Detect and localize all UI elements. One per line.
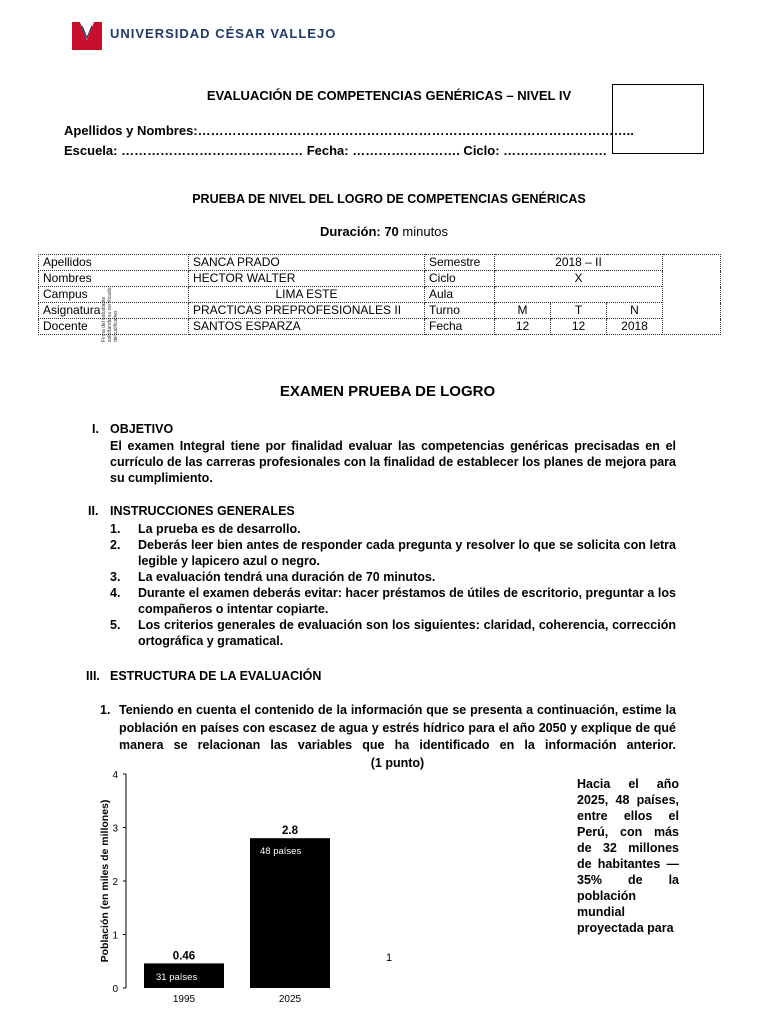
instructions-list bbox=[110, 521, 676, 649]
bar-value-label: 0.46 bbox=[172, 950, 196, 963]
university-logo-icon bbox=[72, 18, 102, 50]
logo-word-cesar-vallejo: CÉSAR VALLEJO bbox=[215, 26, 337, 41]
section-title: INSTRUCCIONES GENERALES bbox=[110, 504, 295, 518]
aula-label: Aula bbox=[425, 287, 495, 303]
y-tick-label: 3 bbox=[112, 823, 118, 835]
form-title: EVALUACIÓN DE COMPETENCIAS GENÉRICAS – NIVEL IV bbox=[206, 88, 572, 103]
y-tick-label: 0 bbox=[112, 984, 118, 995]
prueba-title: PRUEBA DE NIVEL DEL LOGRO DE COMPETENCIAS GENÉRICAS bbox=[192, 192, 586, 206]
exam-title: EXAMEN PRUEBA DE LOGRO bbox=[279, 383, 496, 400]
bar-value-label: 2.8 bbox=[282, 825, 298, 838]
campus-value: LIMA ESTE bbox=[189, 287, 425, 303]
page-number: 1 bbox=[386, 952, 393, 964]
section-objetivo-heading bbox=[92, 422, 292, 438]
bar-2025 bbox=[250, 838, 330, 988]
duration-line bbox=[0, 224, 768, 239]
table-row bbox=[39, 319, 721, 335]
side-note-text-end: proyectada para bbox=[577, 921, 674, 935]
section-title: OBJETIVO bbox=[110, 422, 174, 436]
y-tick-label: 2 bbox=[112, 877, 118, 888]
apellidos-label: Apellidos bbox=[39, 255, 189, 271]
x-tick-label: 2025 bbox=[278, 994, 302, 1005]
table-row bbox=[39, 303, 721, 319]
population-bar-chart bbox=[96, 760, 346, 1006]
section-number: II. bbox=[88, 504, 99, 518]
ciclo-label: Ciclo bbox=[425, 271, 495, 287]
side-note-text: Hacia el año 2025, 48 países, entre ellos el Perú, con más de 32 millones de habitantes — 35% de la población mundial bbox=[577, 777, 679, 919]
section-instrucciones-heading bbox=[88, 504, 388, 520]
semestre-label: Semestre bbox=[425, 255, 495, 271]
list-item: 1. La prueba es de desarrollo. bbox=[110, 522, 301, 536]
apellidos-nombres-line: Apellidos y Nombres:……………………………………………………………………………………….. bbox=[64, 123, 634, 138]
asignatura-value: PRACTICAS PREPROFESIONALES II bbox=[189, 303, 425, 319]
section-title: ESTRUCTURA DE LA EVALUACIÓN bbox=[110, 669, 322, 683]
list-item: 4. Durante el examen deberás evitar: hacer préstamos de útiles de escritorio, preguntar a los compañeros o intentar copiarte. bbox=[110, 586, 676, 616]
escuela-fecha-ciclo-line: Escuela: …………………………………… Fecha: ……………………. Ciclo: …………………… bbox=[64, 143, 608, 158]
turno-m: M bbox=[495, 303, 551, 319]
nombres-label: Nombres bbox=[39, 271, 189, 287]
campus-label: Campus bbox=[39, 287, 189, 303]
list-item: 3. La evaluación tendrá una duración de 70 minutos. bbox=[110, 570, 436, 584]
section-estructura-heading bbox=[86, 669, 386, 685]
asignatura-label: Asignatura bbox=[39, 303, 189, 319]
semestre-value: 2018 – II bbox=[495, 255, 663, 271]
list-item: 2. Deberás leer bien antes de responder cada pregunta y resolver lo que se solicita con letra legible y lapicero azul o negro. bbox=[110, 538, 676, 568]
apellidos-value: SANCA PRADO bbox=[189, 255, 425, 271]
turno-t: T bbox=[551, 303, 607, 319]
docente-value: SANTOS ESPARZA bbox=[189, 319, 425, 335]
fecha-day: 12 bbox=[495, 319, 551, 335]
signature-cell bbox=[663, 255, 721, 335]
turno-n: N bbox=[607, 303, 663, 319]
table-row bbox=[39, 255, 721, 271]
section-number: III. bbox=[86, 669, 100, 683]
objetivo-body: El examen Integral tiene por finalidad evaluar las competencias genéricas precisadas en el currículo de las carreras profesionales con la finalidad de establecer los planes de mejora para su cumplimiento. bbox=[110, 439, 676, 485]
bar-annotation: 31 países bbox=[156, 972, 198, 983]
turno-label: Turno bbox=[425, 303, 495, 319]
question-points: (1 punto) bbox=[370, 755, 425, 770]
section-number: I. bbox=[92, 422, 99, 436]
question-number: 1. bbox=[100, 703, 111, 717]
y-tick-label: 4 bbox=[112, 770, 118, 781]
signature-note: Firma del estudiante solicitando su certificado del calificativo bbox=[101, 287, 119, 342]
student-data-table bbox=[38, 254, 721, 335]
university-logo-text bbox=[110, 26, 336, 41]
aula-value bbox=[495, 287, 663, 303]
question-text: Teniendo en cuenta el contenido de la información que se presenta a continuación, estime la población en países con escasez de agua y estrés hídrico para el año 2050 y explique de qué manera se relacionan las variables que ha identificado en la información anterior. bbox=[119, 703, 676, 752]
logo-word-universidad: UNIVERSIDAD bbox=[110, 26, 211, 41]
table-row bbox=[39, 287, 721, 303]
duration-unit: minutos bbox=[402, 224, 448, 239]
bar-annotation: 48 países bbox=[260, 846, 302, 858]
side-note bbox=[577, 776, 679, 936]
nombres-value: HECTOR WALTER bbox=[189, 271, 425, 287]
ciclo-value: X bbox=[495, 271, 663, 287]
fecha-month: 12 bbox=[551, 319, 607, 335]
x-tick-label: 1995 bbox=[172, 994, 196, 1005]
y-axis-label: Población (en miles de millones) bbox=[99, 799, 111, 963]
table-row bbox=[39, 271, 721, 287]
docente-label: Docente bbox=[39, 319, 189, 335]
fecha-year: 2018 bbox=[607, 319, 663, 335]
list-item: 5. Los criterios generales de evaluación son los siguientes: claridad, coherencia, corrección ortográfica y gramatical. bbox=[110, 618, 676, 648]
y-tick-label: 1 bbox=[112, 930, 118, 942]
duration-label: Duración: 70 bbox=[320, 224, 399, 239]
fecha-label: Fecha bbox=[425, 319, 495, 335]
